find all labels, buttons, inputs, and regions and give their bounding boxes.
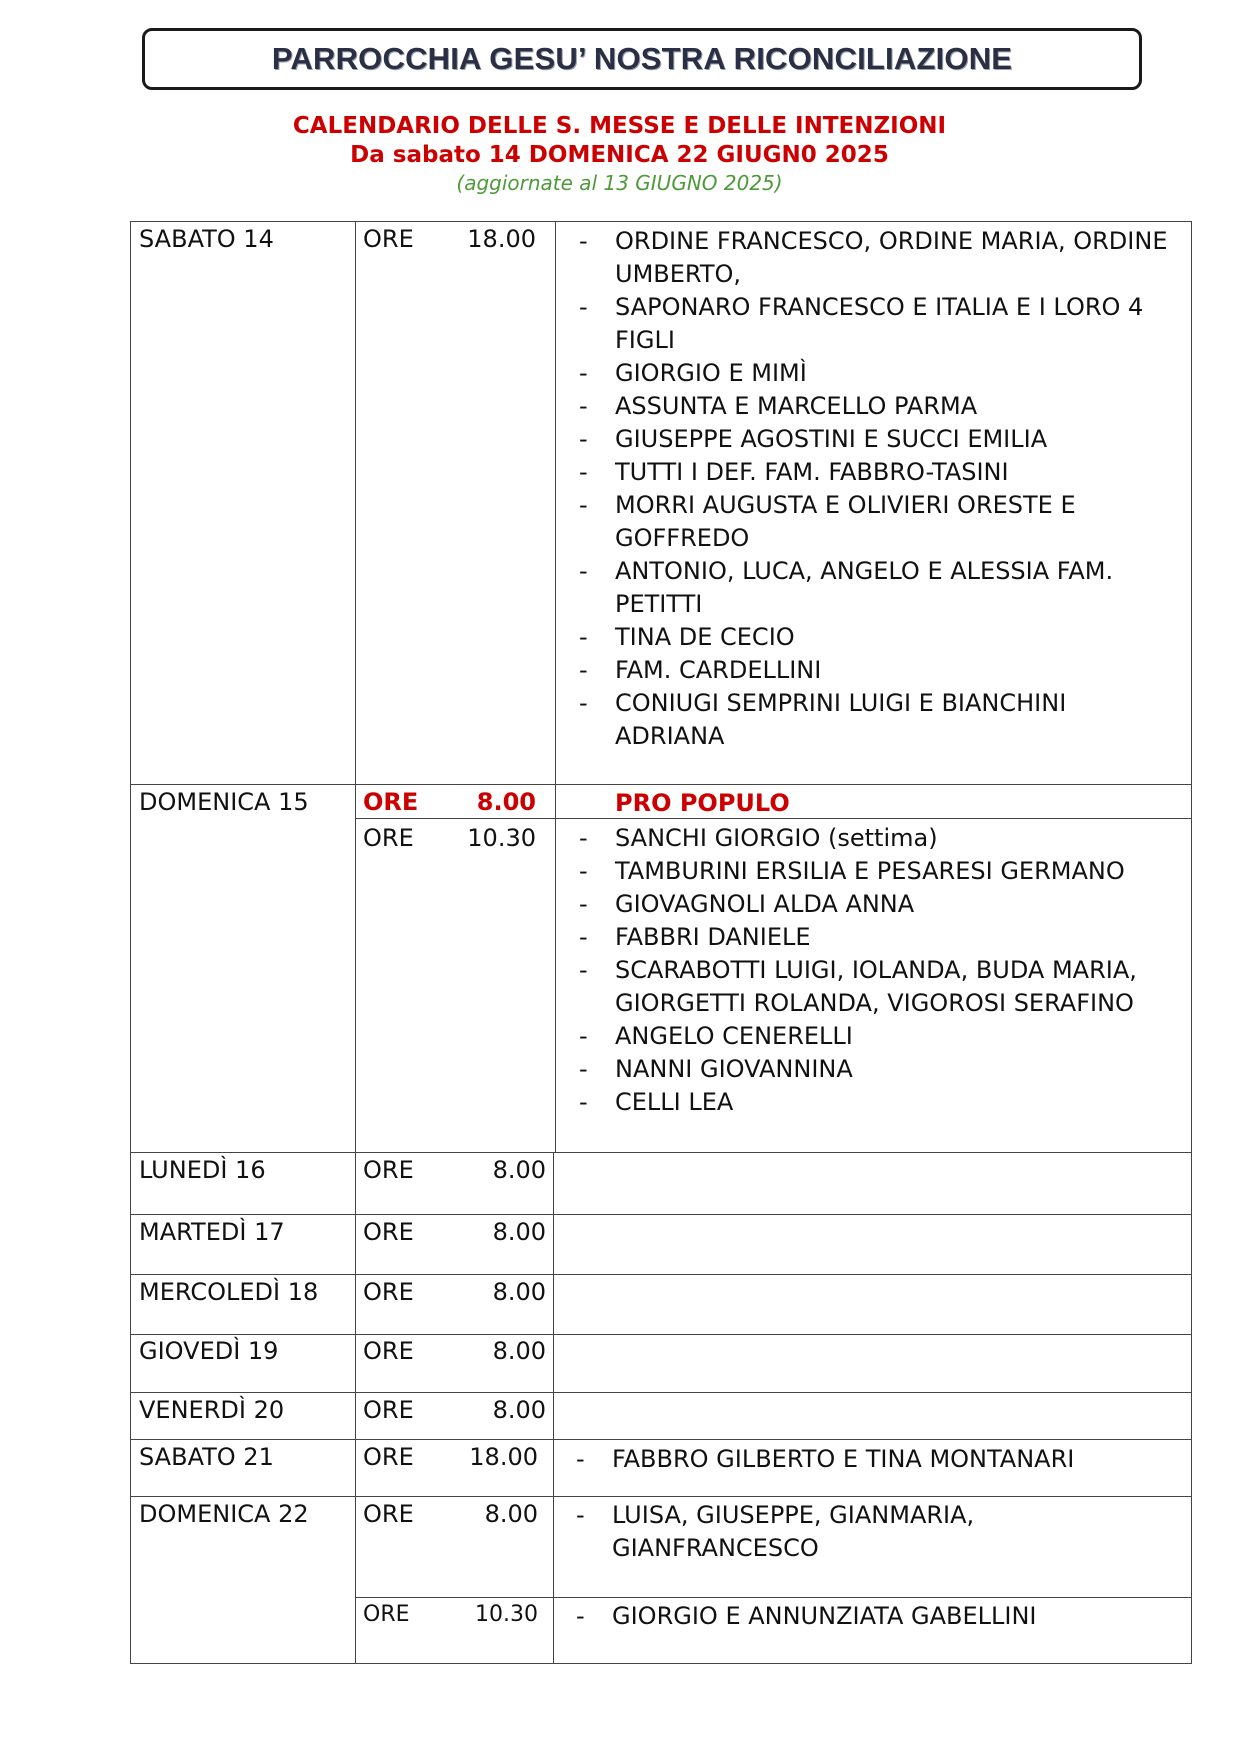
mass-time: 18.00 — [469, 1443, 538, 1471]
update-note: (aggiornate al 13 GIUGNO 2025) — [456, 171, 783, 195]
intention-item — [579, 225, 1181, 291]
intention-item — [579, 357, 1181, 390]
calendar-date-range: Da sabato 14 DOMENICA 22 GIUGN0 2025 — [350, 142, 889, 168]
intention-text: GIORGIO E ANNUNZIATA GABELLINI — [612, 1602, 1037, 1630]
parish-title: PARROCCHIA GESU’ NOSTRA RICONCILIAZIONE — [271, 41, 1013, 76]
intention-text: GIOVAGNOLI ALDA ANNA — [615, 890, 915, 918]
intention-item — [579, 888, 1181, 921]
dash-bullet: - — [579, 1022, 588, 1050]
mass-time: 8.00 — [492, 1396, 546, 1424]
day-label: SABATO 21 — [139, 1443, 274, 1471]
dash-bullet: - — [579, 656, 588, 684]
ore-label: ORE — [363, 225, 414, 253]
mass-time: 8.00 — [492, 1156, 546, 1184]
intentions-list — [576, 1600, 1181, 1633]
column-divider — [355, 222, 356, 1664]
dash-bullet: - — [579, 458, 588, 486]
intentions-list — [579, 822, 1181, 1119]
ore-label: ORE — [363, 1156, 414, 1184]
intention-text: TUTTI I DEF. FAM. FABBRO-TASINI — [615, 458, 1009, 486]
day-label: LUNEDÌ 16 — [139, 1156, 266, 1184]
mass-time: 8.00 — [492, 1218, 546, 1246]
column-divider — [555, 222, 556, 1152]
intention-text: GIORGIO E MIMÌ — [615, 359, 807, 387]
intention-text: ANGELO CENERELLI — [615, 1022, 853, 1050]
intentions-list — [576, 1499, 1036, 1565]
intention-text: ASSUNTA E MARCELLO PARMA — [615, 392, 978, 420]
row-divider — [131, 1496, 1191, 1497]
dash-bullet: - — [579, 293, 588, 321]
intentions-list — [579, 225, 1181, 753]
intention-text: CONIUGI SEMPRINI LUIGI E BIANCHINI ADRIANA — [615, 689, 1067, 750]
parish-title-box — [142, 28, 1142, 90]
mass-time: 8.00 — [492, 1278, 546, 1306]
row-divider — [355, 818, 1191, 819]
day-label: GIOVEDÌ 19 — [139, 1337, 279, 1365]
row-divider — [131, 784, 1191, 785]
ore-label: ORE — [363, 824, 414, 852]
mass-time: 10.30 — [467, 824, 536, 852]
dash-bullet: - — [579, 1055, 588, 1083]
dash-bullet: - — [579, 359, 588, 387]
intention-text: SANCHI GIORGIO (settima) — [615, 824, 938, 852]
dash-bullet: - — [579, 923, 588, 951]
ore-label: ORE — [363, 1218, 414, 1246]
dash-bullet: - — [579, 392, 588, 420]
dash-bullet: - — [579, 890, 588, 918]
mass-time: 10.30 — [475, 1602, 538, 1627]
intention-item — [579, 1053, 1181, 1086]
intention-text: ANTONIO, LUCA, ANGELO E ALESSIA FAM. PETITTI — [615, 557, 1114, 618]
intention-item — [579, 489, 1181, 555]
dash-bullet: - — [579, 1088, 588, 1116]
ore-label: ORE — [363, 1602, 410, 1627]
mass-time: 8.00 — [484, 1500, 538, 1528]
intention-item — [576, 1600, 1181, 1633]
row-divider — [131, 1439, 1191, 1440]
intention-item — [579, 423, 1181, 456]
dash-bullet: - — [579, 857, 588, 885]
calendar-subtitle: CALENDARIO DELLE S. MESSE E DELLE INTENZIONI — [292, 113, 947, 139]
row-divider — [131, 1214, 1191, 1215]
intention-item — [579, 1020, 1181, 1053]
day-label: SABATO 14 — [139, 225, 274, 253]
intention-item — [579, 555, 1181, 621]
row-divider — [131, 1334, 1191, 1335]
intention-text: ORDINE FRANCESCO, ORDINE MARIA, ORDINE UMBERTO, — [615, 227, 1168, 288]
intention-text: TAMBURINI ERSILIA E PESARESI GERMANO — [615, 857, 1125, 885]
dash-bullet: - — [579, 425, 588, 453]
intention-item — [579, 654, 1181, 687]
ore-label: ORE — [363, 788, 419, 816]
dash-bullet: - — [579, 824, 588, 852]
intention-item — [579, 822, 1181, 855]
intention-text: FABBRI DANIELE — [615, 923, 811, 951]
dash-bullet: - — [576, 1602, 585, 1630]
intention-item — [579, 291, 1181, 357]
dash-bullet: - — [579, 491, 588, 519]
dash-bullet: - — [579, 956, 588, 984]
mass-time: 8.00 — [476, 788, 536, 816]
intention-item — [579, 954, 1181, 1020]
intention-text: MORRI AUGUSTA E OLIVIERI ORESTE E GOFFREDO — [615, 491, 1076, 552]
intention-item — [576, 1499, 1036, 1565]
intention-item — [579, 1086, 1181, 1119]
intention-text: SCARABOTTI LUIGI, IOLANDA, BUDA MARIA, GIORGETTI ROLANDA, VIGOROSI SERAFINO — [615, 956, 1137, 1017]
intention-text: TINA DE CECIO — [615, 623, 795, 651]
day-label: MERCOLEDÌ 18 — [139, 1278, 319, 1306]
ore-label: ORE — [363, 1337, 414, 1365]
row-divider — [131, 1392, 1191, 1393]
intention-item — [579, 687, 1181, 753]
pro-populo-label: PRO POPULO — [615, 789, 790, 817]
intention-text: CELLI LEA — [615, 1088, 734, 1116]
day-label: VENERDÌ 20 — [139, 1396, 285, 1424]
row-divider — [355, 1597, 1191, 1598]
intention-item — [579, 621, 1181, 654]
intention-item — [579, 855, 1181, 888]
intention-item — [579, 456, 1181, 489]
intentions-list — [576, 1443, 1181, 1476]
intention-item — [579, 921, 1181, 954]
intention-text: FABBRO GILBERTO E TINA MONTANARI — [612, 1445, 1075, 1473]
dash-bullet: - — [576, 1501, 585, 1529]
intention-item — [576, 1443, 1181, 1476]
intention-text: NANNI GIOVANNINA — [615, 1055, 853, 1083]
intention-text: GIUSEPPE AGOSTINI E SUCCI EMILIA — [615, 425, 1048, 453]
intention-text: SAPONARO FRANCESCO E ITALIA E I LORO 4 FIGLI — [615, 293, 1144, 354]
dash-bullet: - — [579, 689, 588, 717]
day-label: DOMENICA 22 — [139, 1500, 309, 1528]
row-divider — [131, 1152, 1191, 1153]
mass-time: 18.00 — [467, 225, 536, 253]
day-label: DOMENICA 15 — [139, 788, 309, 816]
dash-bullet: - — [579, 227, 588, 255]
dash-bullet: - — [576, 1445, 585, 1473]
column-divider — [553, 1152, 554, 1664]
ore-label: ORE — [363, 1396, 414, 1424]
ore-label: ORE — [363, 1500, 414, 1528]
ore-label: ORE — [363, 1443, 414, 1471]
ore-label: ORE — [363, 1278, 414, 1306]
dash-bullet: - — [579, 557, 588, 585]
row-divider — [131, 1274, 1191, 1275]
day-label: MARTEDÌ 17 — [139, 1218, 285, 1246]
intention-text: FAM. CARDELLINI — [615, 656, 822, 684]
mass-calendar-table — [130, 221, 1192, 1664]
dash-bullet: - — [579, 623, 588, 651]
intention-item — [579, 390, 1181, 423]
intention-text: LUISA, GIUSEPPE, GIANMARIA, GIANFRANCESCO — [612, 1501, 975, 1562]
mass-time: 8.00 — [492, 1337, 546, 1365]
